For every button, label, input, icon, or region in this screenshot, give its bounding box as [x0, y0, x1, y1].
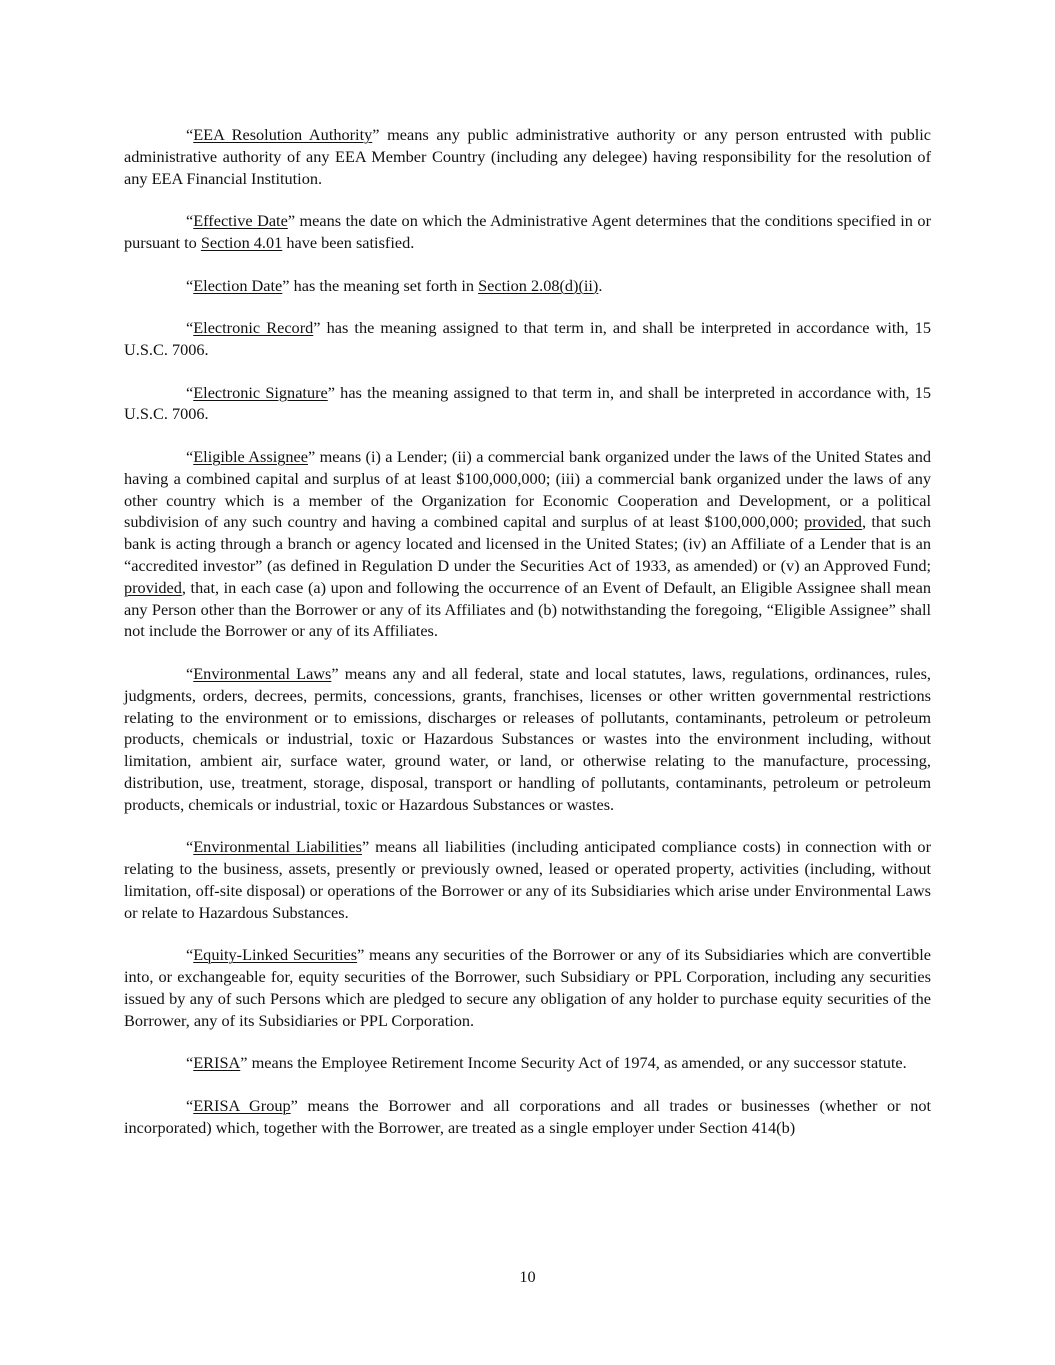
text-segment: “: [186, 663, 194, 683]
defined-term: Environmental Laws: [193, 663, 332, 683]
text-segment: “: [186, 275, 194, 295]
text-segment: ” means any and all federal, state and local statutes, laws, regulations, ordinances, rules, judgments, orders, decrees, permits, concessions, grants, franchises, licenses or other written governmental restrictions relating to the environment or to emissions, discharges or releases of pollutants, contaminants, petroleum or petroleum products, chemicals or industrial, toxic or Hazardous Substances or wastes into the environment including, without limitation, ambient air, surface water, ground water, or land, or otherwise relating to the manufacture, processing, distribution, use, treatment, storage, disposal, transport or handling of pollutants, contaminants, petroleum or petroleum products, chemicals or industrial, toxic or Hazardous Substances or wastes.: [124, 663, 931, 814]
defined-term: Environmental Liabilities: [193, 837, 362, 857]
defined-term: Electronic Signature: [193, 382, 328, 402]
page-number: 10: [519, 1267, 536, 1286]
text-segment: ” means all liabilities (including anticipated compliance costs) in connection with or relating to the business, assets, presently or previously owned, leased or operated property, activities (including, without limitation, off-site disposal) or operations of the Borrower or any of its Subsidiaries which arise under Environmental Laws or relate to Hazardous Substances.: [124, 837, 931, 922]
definition-erisa: [124, 1052, 931, 1074]
text-segment: ” has the meaning set forth in: [282, 275, 479, 295]
text-segment: ” has the meaning assigned to that term in, and shall be interpreted in accordance with, 15 U.S.C. 7006.: [124, 318, 931, 359]
definition-electronic-signature: [124, 382, 931, 426]
text-segment: ” means the date on which the Administrative Agent determines that the conditions specified in or pursuant to: [124, 211, 931, 252]
text-segment: .: [598, 275, 603, 295]
proviso-term: provided: [124, 577, 182, 597]
definition-electronic-record: [124, 317, 931, 361]
definition-election-date: [124, 275, 931, 297]
text-segment: “: [186, 382, 194, 402]
defined-term: Equity-Linked Securities: [193, 945, 358, 965]
defined-term: Effective Date: [193, 211, 288, 231]
text-segment: “: [186, 446, 194, 466]
text-segment: ” means any securities of the Borrower or any of its Subsidiaries which are convertible into, or exchangeable for, equity securities of the Borrower, such Subsidiary or PPL Corporation, including any securities issued by any of such Persons which are pledged to secure any obligation of any holder to purchase equity securities of the Borrower, any of its Subsidiaries or PPL Corporation.: [124, 945, 931, 1030]
text-segment: ” means any public administrative authority or any person entrusted with public administrative authority of any EEA Member Country (including any delegee) having responsibility for the resolution of any EEA Financial Institution.: [124, 125, 932, 188]
definition-effective-date: [124, 210, 931, 254]
defined-term: ERISA: [193, 1053, 241, 1073]
definition-environmental-laws: [124, 663, 931, 816]
section-reference: Section 4.01: [200, 232, 283, 252]
defined-term: EEA Resolution Authority: [193, 125, 373, 144]
document-body: [124, 124, 931, 1138]
text-segment: , that such bank is acting through a branch or agency located and licensed in the United States; (iv) an Affiliate of a Lender that is an “accredited investor” (as defined in Regulation D under the Securities Act of 1933, as amended) or (v) an Approved Fund;: [124, 512, 932, 575]
section-reference: Section 2.08(d)(ii): [478, 275, 599, 295]
text-segment: “: [186, 125, 194, 144]
defined-term: ERISA Group: [193, 1095, 291, 1115]
text-segment: ” has the meaning assigned to that term in, and shall be interpreted in accordance with, 15 U.S.C. 7006.: [124, 382, 931, 424]
text-segment: ” means the Borrower and all corporations and all trades or businesses (whether or not incorporated) which, together with the Borrower, are treated as a single employer under Section 414(b): [124, 1095, 932, 1137]
text-segment: “: [186, 211, 194, 231]
defined-term: Eligible Assignee: [193, 446, 308, 466]
text-segment: ” means the Employee Retirement Income Security Act of 1974, as amended, or any successor statute.: [240, 1053, 907, 1073]
text-segment: , that, in each case (a) upon and following the occurrence of an Event of Default, an Eligible Assignee shall mean any Person other than the Borrower or any of its Affiliates and (b) notwithstanding the foregoing, “Eligible Assignee” shall not include the Borrower or any of its Affiliates.: [124, 577, 931, 641]
text-segment: “: [186, 318, 194, 338]
proviso-term: provided: [804, 512, 862, 532]
definition-environmental-liabilities: [124, 836, 931, 923]
text-segment: “: [186, 837, 194, 857]
text-segment: “: [186, 1095, 194, 1115]
text-segment: “: [186, 945, 194, 965]
defined-term: Electronic Record: [193, 318, 314, 338]
defined-term: Election Date: [193, 275, 283, 295]
text-segment: ” means (i) a Lender; (ii) a commercial bank organized under the laws of the United States and having a combined capital and surplus of at least $100,000,000; (iii) a commercial bank organized under the laws of any other country which is a member of the Organization for Economic Cooperation and Development, or a political subdivision of any such country and having a combined capital and surplus of at least $100,000,000;: [124, 446, 932, 532]
definition-equity-linked-securities: [124, 944, 931, 1031]
definition-eea-resolution-authority: [124, 124, 931, 189]
definition-erisa-group: [124, 1095, 931, 1139]
text-segment: have been satisfied.: [282, 232, 415, 252]
definition-eligible-assignee: [124, 446, 931, 642]
text-segment: “: [186, 1053, 194, 1073]
